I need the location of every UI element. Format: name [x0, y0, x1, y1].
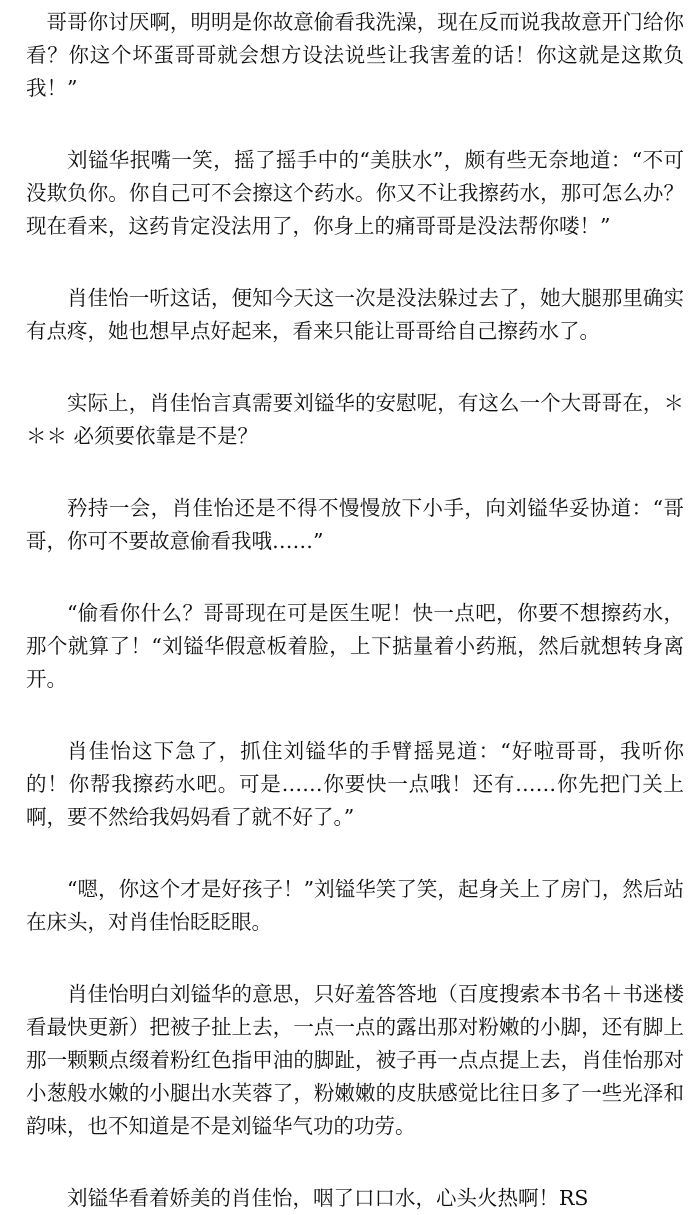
- paragraph: 矜持一会，肖佳怡还是不得不慢慢放下小手，向刘镒华妥协道：“哥哥，你可不要故意偷看我哦……”: [26, 496, 684, 553]
- paragraph: “偷看你什么？哥哥现在可是医生呢！快一点吧，你要不想擦药水，那个就算了！“刘镒华假意板着脸，上下掂量着小药瓶，然后就想转身离开。: [26, 601, 684, 691]
- paragraph: 哥哥你讨厌啊，明明是你故意偷看我洗澡，现在反而说我故意开门给你看？你这个坏蛋哥哥就会想方设法说些让我害羞的话！你这就是这欺负我！”: [26, 10, 684, 100]
- paragraph: 刘镒华看着娇美的肖佳怡，咽了口口水，心头火热啊！RS: [67, 1186, 589, 1210]
- paragraph: 肖佳怡这下急了，抓住刘镒华的手臂摇晃道：“好啦哥哥，我听你的！你帮我擦药水吧。可是……你要快一点哦！还有……你先把门关上啊，要不然给我妈妈看了就不好了。”: [26, 739, 684, 829]
- paragraph: 肖佳怡明白刘镒华的意思，只好羞答答地（百度搜索本书名＋书迷楼 看最快更新）把被子扯上去，一点一点的露出那对粉嫩的小脚，还有脚上那一颗颗点缀着粉红色指甲油的脚趾，被子再一点点提上去，肖佳怡那对小葱般水嫩的小腿出水芙蓉了，粉嫩嫩的皮肤感觉比往日多了一些光泽和韵味，也不知道是不是刘镒华气功的功劳。: [26, 982, 684, 1138]
- paragraph: “嗯，你这个才是好孩子！”刘镒华笑了笑，起身关上了房门，然后站在床头，对肖佳怡眨眨眼。: [26, 877, 684, 934]
- paragraph: 刘镒华抿嘴一笑，摇了摇手中的“美肤水”，颇有些无奈地道：“不可没欺负你。你自己可不会擦这个药水。你又不让我擦药水，那可怎么办？现在看来，这药肯定没法用了，你身上的痛哥哥是没法帮你喽！”: [26, 148, 684, 238]
- paragraph: 肖佳怡一听这话，便知今天这一次是没法躲过去了，她大腿那里确实有点疼，她也想早点好起来，看来只能让哥哥给自己擦药水了。: [26, 286, 684, 343]
- paragraph: 实际上，肖佳怡言真需要刘镒华的安慰呢，有这么一个大哥哥在，＊＊＊ 必须要依靠是不是？: [26, 391, 684, 448]
